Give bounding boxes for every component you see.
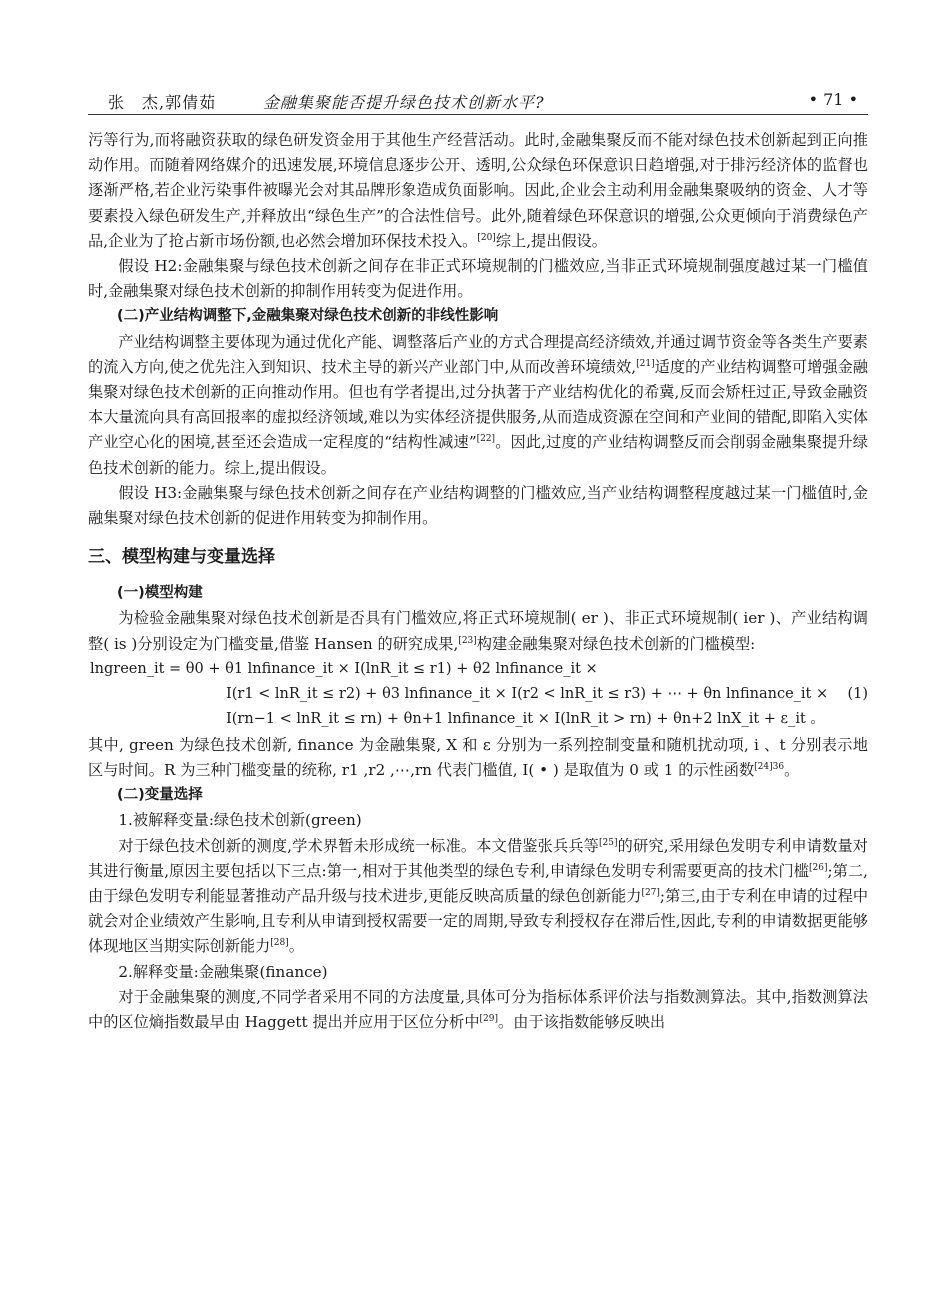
equation-number: (1) (847, 685, 868, 702)
citation: [27] (641, 888, 660, 899)
section-heading-2-2: (二)产业结构调整下,金融集聚对绿色技术创新的非线性影响 (117, 308, 499, 325)
equation-line-2: I(r1 < lnR_it ≤ r2) + θ3 lnfinance_it × I(r2 < lnR_it ≤ r3) + ⋯ + θn lnfinance_it × (226, 685, 829, 702)
citation: [24]36 (754, 762, 785, 773)
paragraph-3: 为检验金融集聚对绿色技术创新是否具有门槛效应,将正式环境规制( er )、非正式环境规制( ier )、产业结构调整( is )分别设定为门槛变量,借鉴 Hansen 的研究成果,[23]构建金融集聚对绿色技术创新的门槛模型: (88, 609, 868, 653)
paragraph-5: 对于绿色技术创新的测度,学术界暂未形成统一标准。本文借鉴张兵兵等[25]的研究,采用绿色发明专利申请数量对其进行衡量,原因主要包括以下三点:第一,相对于其他类型的绿色专利,申请绿色发明专利需要更高的技术门槛[26];第二,由于绿色发明专利能显著推动产品升级与技术进步,更能反映高质量的绿色创新能力[27];第三,由于专利在申请的过程中就会对企业绩效产生影响,且专利从申请到授权需要一定的周期,导致专利授权存在滞后性,因此,专利的申请数据更能够体现地区当期实际创新能力[28]。 (88, 836, 869, 956)
header-title: 金融集聚能否提升绿色技术创新水平? (263, 93, 545, 112)
page-number: • 71 • (808, 90, 858, 109)
citation: [20] (477, 232, 496, 243)
hypothesis-h3: 假设 H3:金融集聚与绿色技术创新之间存在产业结构调整的门槛效应,当产业结构调整程度越过某一门槛值时,金融集聚对绿色技术创新的促进作用转变为抑制作用。 (88, 483, 868, 528)
header-authors: 张 杰,郭倩茹 (108, 93, 217, 112)
subheading-dependent-variable: 1.被解释变量:绿色技术创新(green) (118, 811, 362, 830)
equation-line-3: I(rn−1 < lnR_it ≤ rn) + θn+1 lnfinance_it × I(lnR_it > rn) + θn+2 lnX_it + ε_it 。 (226, 710, 825, 727)
citation: [28] (270, 938, 289, 949)
section-heading-3: 三、模型构建与变量选择 (88, 547, 275, 568)
citation: [22] (476, 434, 496, 445)
subheading-explanatory-variable: 2.解释变量:金融集聚(finance) (118, 962, 328, 981)
paragraph-2: 产业结构调整主要体现为通过优化产能、调整落后产业的方式合理提高经济绩效,并通过调节资金等各类生产要素的流入方向,使之优先注入到知识、技术主导的新兴产业部门中,从而改善环境绩效,[21]适度的产业结构调整可增强金融集聚对绿色技术创新的正向推动作用。但也有学者提出,过分执著于产业结构优化的希冀,反而会矫枉过正,导致金融资本大量流向具有高回报率的虚拟经济领域,难以为实体经济提供服务,从而造成资源在空间和产业间的错配,即陷入实体产业空心化的困境,甚至还会造成一定程度的“结构性减速”[22]。因此,过度的产业结构调整反而会削弱金融集聚提升绿色技术创新的能力。综上,提出假设。 (88, 332, 868, 477)
hypothesis-h2: 假设 H2:金融集聚与绿色技术创新之间存在非正式环境规制的门槛效应,当非正式环境规制强度越过某一门槛值时,金融集聚对绿色技术创新的抑制作用转变为促进作用。 (88, 257, 868, 301)
section-heading-3-2: (二)变量选择 (117, 787, 203, 804)
citation: [26] (809, 862, 828, 873)
paragraph-6: 对于金融集聚的测度,不同学者采用不同的方法度量,具体可分为指标体系评价法与指数测算法。其中,指数测算法中的区位熵指数最早由 Haggett 提出并应用于区位分析中[29]。由于该指数能够反映出 (88, 987, 868, 1032)
running-header (88, 84, 868, 115)
section-heading-3-1: (一)模型构建 (117, 585, 203, 602)
equation-line-1: lngreen_it = θ0 + θ1 lnfinance_it × I(lnR_it ≤ r1) + θ2 lnfinance_it × (90, 660, 598, 677)
paragraph-1: 污等行为,而将融资获取的绿色研发资金用于其他生产经营活动。此时,金融集聚反而不能对绿色技术创新起到正向推动作用。而随着网络媒介的迅速发展,环境信息逐步公开、透明,公众绿色环保意识日趋增强,对于排污经济体的监督也逐渐严格,若企业污染事件被曝光会对其品牌形象造成负面影响。因此,企业会主动利用金融集聚吸纳的资金、人才等要素投入绿色研发生产,并释放出“绿色生产”的合法性信号。此外,随着绿色环保意识的增强,公众更倾向于消费绿色产品,企业为了抢占新市场份额,也必然会增加环保技术投入。[20]综上,提出假设。 (88, 131, 868, 250)
citation: [23] (458, 635, 477, 646)
citation: [29] (479, 1014, 499, 1025)
paragraph-4: 其中, green 为绿色技术创新, finance 为金融集聚, X 和 ε 分别为一系列控制变量和随机扰动项, i 、t 分别表示地区与时间。R 为三种门槛变量的统称, r1 ,r2 ,⋯,rn 代表门槛值, I( • ) 是取值为 0 或 1 的示性函数$^{[24]36}$。 (88, 735, 868, 780)
citation: [25] (599, 837, 618, 848)
citation: [21] (636, 358, 655, 369)
equation-1 (88, 657, 868, 733)
article-body (88, 128, 868, 1035)
